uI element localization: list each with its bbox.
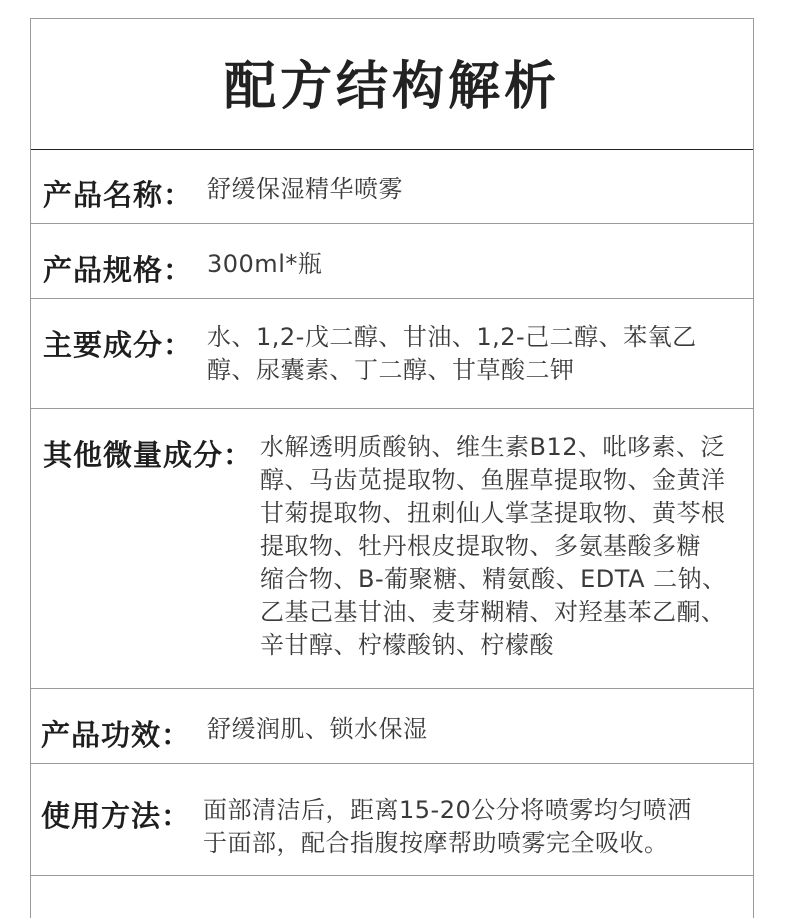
main-ingredients-line: 醇、尿囊素、丁二醇、甘草酸二钾 — [207, 356, 575, 384]
main-ingredients-value — [207, 321, 697, 387]
trace-ingredients-line: 乙基己基甘油、麦芽糊精、对羟基苯乙酮、 — [260, 598, 726, 626]
main-ingredients-line: 水、1,2-戊二醇、甘油、1,2-己二醇、苯氧乙 — [207, 323, 697, 351]
trace-ingredients-value — [260, 431, 727, 662]
trace-ingredients-line: 辛甘醇、柠檬酸钠、柠檬酸 — [260, 631, 554, 659]
main-ingredients-label: 主要成分： — [43, 328, 194, 362]
usage-value — [203, 794, 692, 860]
trace-ingredients-label: 其他微量成分： — [43, 438, 254, 472]
row-product-spec — [31, 224, 753, 299]
formula-table — [30, 18, 754, 918]
usage-label: 使用方法： — [41, 799, 192, 833]
efficacy-value: 舒缓润肌、锁水保湿 — [207, 715, 428, 743]
product-spec-label: 产品规格： — [43, 253, 194, 287]
trace-ingredients-line: 水解透明质酸钠、维生素B12、吡哆素、泛 — [260, 433, 726, 461]
row-efficacy — [31, 689, 753, 764]
trace-ingredients-line: 醇、马齿苋提取物、鱼腥草提取物、金黄洋 — [260, 466, 726, 494]
product-spec-value: 300ml*瓶 — [207, 250, 323, 278]
product-name-label: 产品名称： — [43, 178, 194, 212]
efficacy-label: 产品功效： — [41, 718, 192, 752]
row-product-name — [31, 149, 753, 224]
trace-ingredients-line: 缩合物、B-葡聚糖、精氨酸、EDTA 二钠、 — [260, 565, 727, 593]
trace-ingredients-line: 提取物、牡丹根皮提取物、多氨基酸多糖 — [260, 532, 701, 560]
trace-ingredients-line: 甘菊提取物、扭刺仙人掌茎提取物、黄芩根 — [260, 499, 726, 527]
usage-line: 于面部，配合指腹按摩帮助喷雾完全吸收。 — [203, 829, 669, 857]
product-name-value: 舒缓保湿精华喷雾 — [207, 175, 403, 203]
row-main-ingredients — [31, 299, 753, 409]
row-usage — [31, 764, 753, 876]
title-row — [31, 19, 753, 150]
row-trace-ingredients — [31, 409, 753, 689]
usage-line: 面部清洁后，距离15-20公分将喷雾均匀喷洒 — [203, 796, 692, 824]
page-title: 配方结构解析 — [223, 56, 560, 117]
